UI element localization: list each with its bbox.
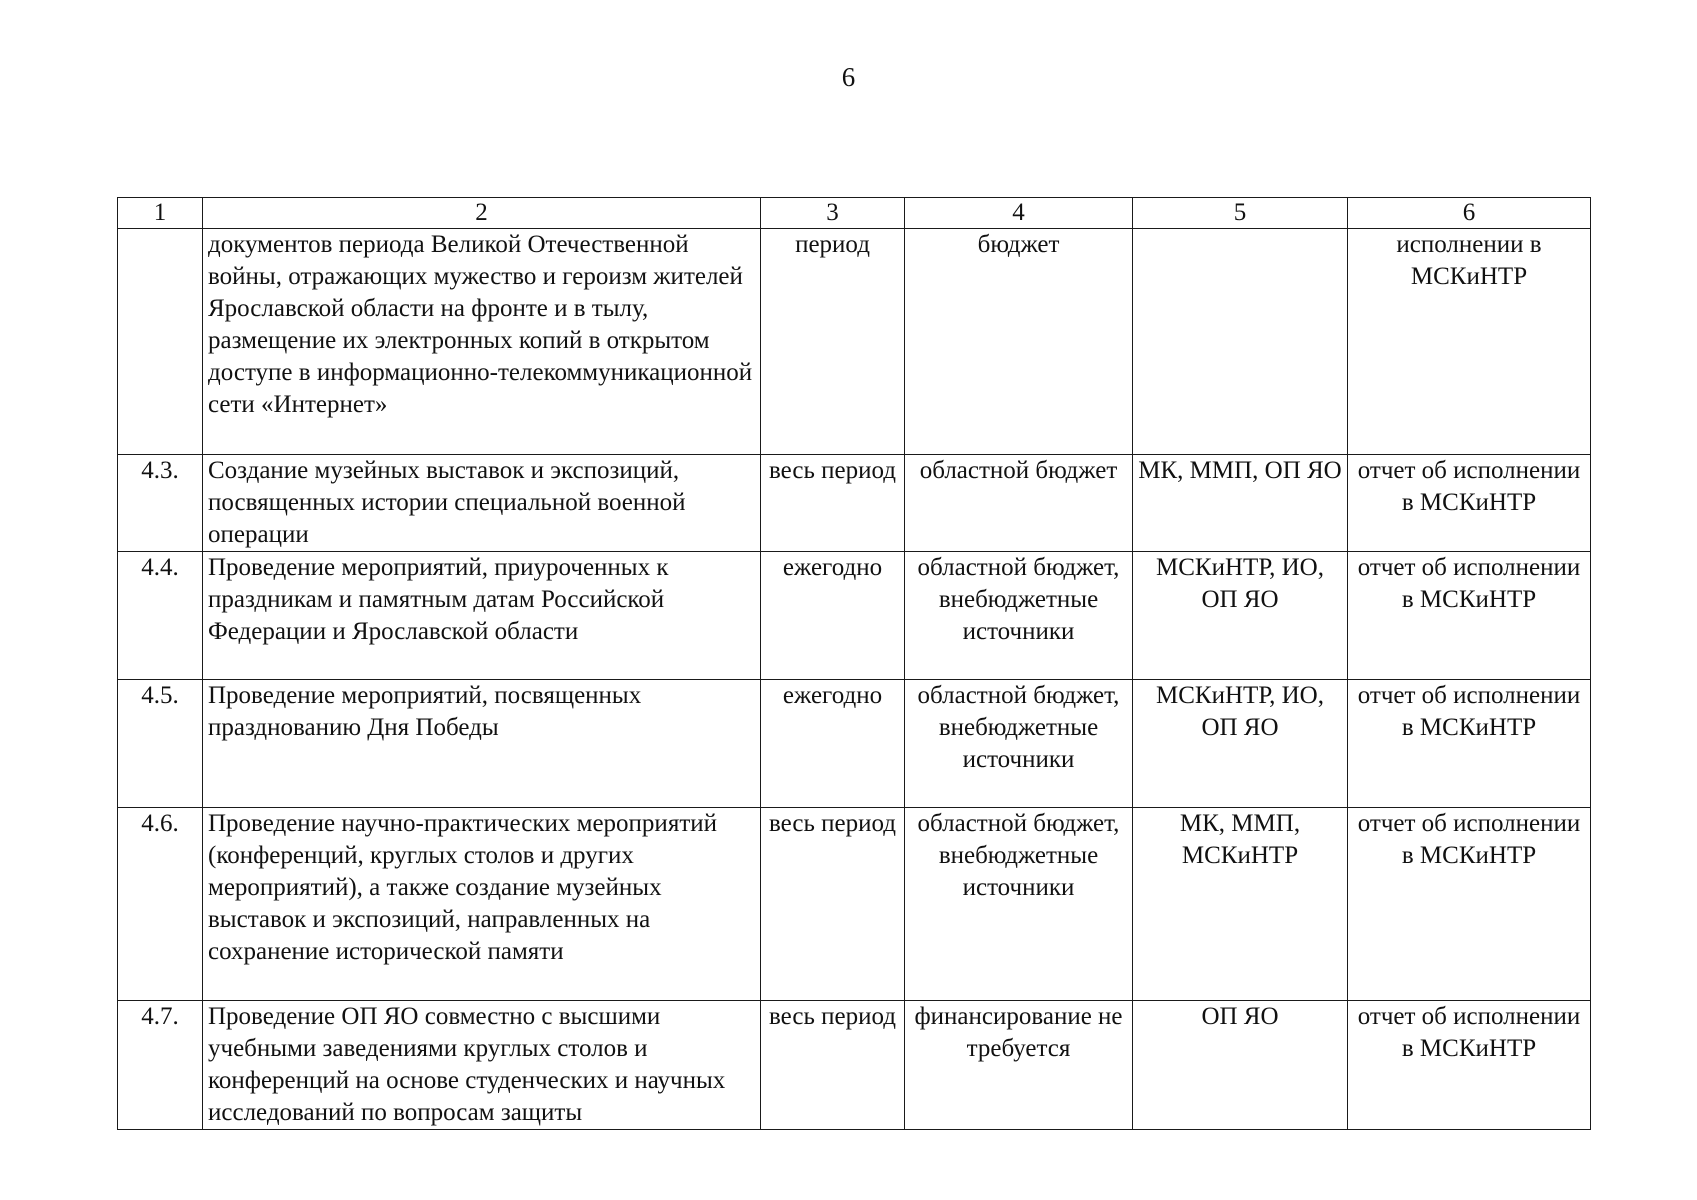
row-number: 4.7. <box>118 1001 203 1130</box>
activity-control: отчет об исполнении в МСКиНТР <box>1348 680 1591 808</box>
activity-executors: МК, ММП, ОП ЯО <box>1133 455 1348 552</box>
activity-name: Проведение мероприятий, посвященных празднованию Дня Победы <box>203 680 761 808</box>
activity-control: отчет об исполнении в МСКиНТР <box>1348 1001 1591 1130</box>
activity-funding: бюджет <box>905 229 1133 455</box>
row-number: 4.5. <box>118 680 203 808</box>
table-row <box>118 808 1591 1001</box>
page-number: 6 <box>841 62 856 92</box>
column-header: 6 <box>1348 198 1591 229</box>
activity-name: Проведение научно-практических мероприятий (конференций, круглых столов и других мероприятий), а также создание музейных выставок и экспозиций, направленных на сохранение исторической памяти <box>203 808 761 1001</box>
activity-period: период <box>761 229 905 455</box>
table-row <box>118 552 1591 680</box>
activity-period: весь период <box>761 1001 905 1130</box>
activity-funding: областной бюджет <box>905 455 1133 552</box>
activity-period: ежегодно <box>761 552 905 680</box>
row-number: 4.6. <box>118 808 203 1001</box>
activity-control: отчет об исполнении в МСКиНТР <box>1348 455 1591 552</box>
activity-name: Создание музейных выставок и экспозиций, посвященных истории специальной военной операции <box>203 455 761 552</box>
column-header: 3 <box>761 198 905 229</box>
activity-control: исполнении в МСКиНТР <box>1348 229 1591 455</box>
activity-name: документов периода Великой Отечественной войны, отражающих мужество и героизм жителей Ярославской области на фронте и в тылу, размещение их электронных копий в открытом доступе в информационно-телекоммуникационной сети «Интернет» <box>203 229 761 455</box>
activity-control: отчет об исполнении в МСКиНТР <box>1348 808 1591 1001</box>
column-header: 1 <box>118 198 203 229</box>
column-number-header-row <box>118 198 1591 229</box>
row-number: 4.4. <box>118 552 203 680</box>
column-header: 5 <box>1133 198 1348 229</box>
activity-name: Проведение ОП ЯО совместно с высшими учебными заведениями круглых столов и конференций на основе студенческих и научных исследований по вопросам защиты <box>203 1001 761 1130</box>
activity-period: весь период <box>761 808 905 1001</box>
activity-funding: областной бюджет, внебюджетные источники <box>905 808 1133 1001</box>
activity-period: ежегодно <box>761 680 905 808</box>
row-number: 4.3. <box>118 455 203 552</box>
activity-executors: МСКиНТР, ИО, ОП ЯО <box>1133 680 1348 808</box>
column-header: 4 <box>905 198 1133 229</box>
table-row <box>118 229 1591 455</box>
table-row <box>118 455 1591 552</box>
column-header: 2 <box>203 198 761 229</box>
activity-executors: ОП ЯО <box>1133 1001 1348 1130</box>
activity-plan-table <box>117 197 1591 1130</box>
activity-control: отчет об исполнении в МСКиНТР <box>1348 552 1591 680</box>
activity-executors <box>1133 229 1348 455</box>
activity-executors: МК, ММП, МСКиНТР <box>1133 808 1348 1001</box>
activity-period: весь период <box>761 455 905 552</box>
activity-executors: МСКиНТР, ИО, ОП ЯО <box>1133 552 1348 680</box>
activity-funding: областной бюджет, внебюджетные источники <box>905 552 1133 680</box>
table-row <box>118 680 1591 808</box>
table-row <box>118 1001 1591 1130</box>
activity-funding: финансирование не требуется <box>905 1001 1133 1130</box>
row-number <box>118 229 203 455</box>
activity-funding: областной бюджет, внебюджетные источники <box>905 680 1133 808</box>
activity-name: Проведение мероприятий, приуроченных к праздникам и памятным датам Российской Федерации и Ярославской области <box>203 552 761 680</box>
